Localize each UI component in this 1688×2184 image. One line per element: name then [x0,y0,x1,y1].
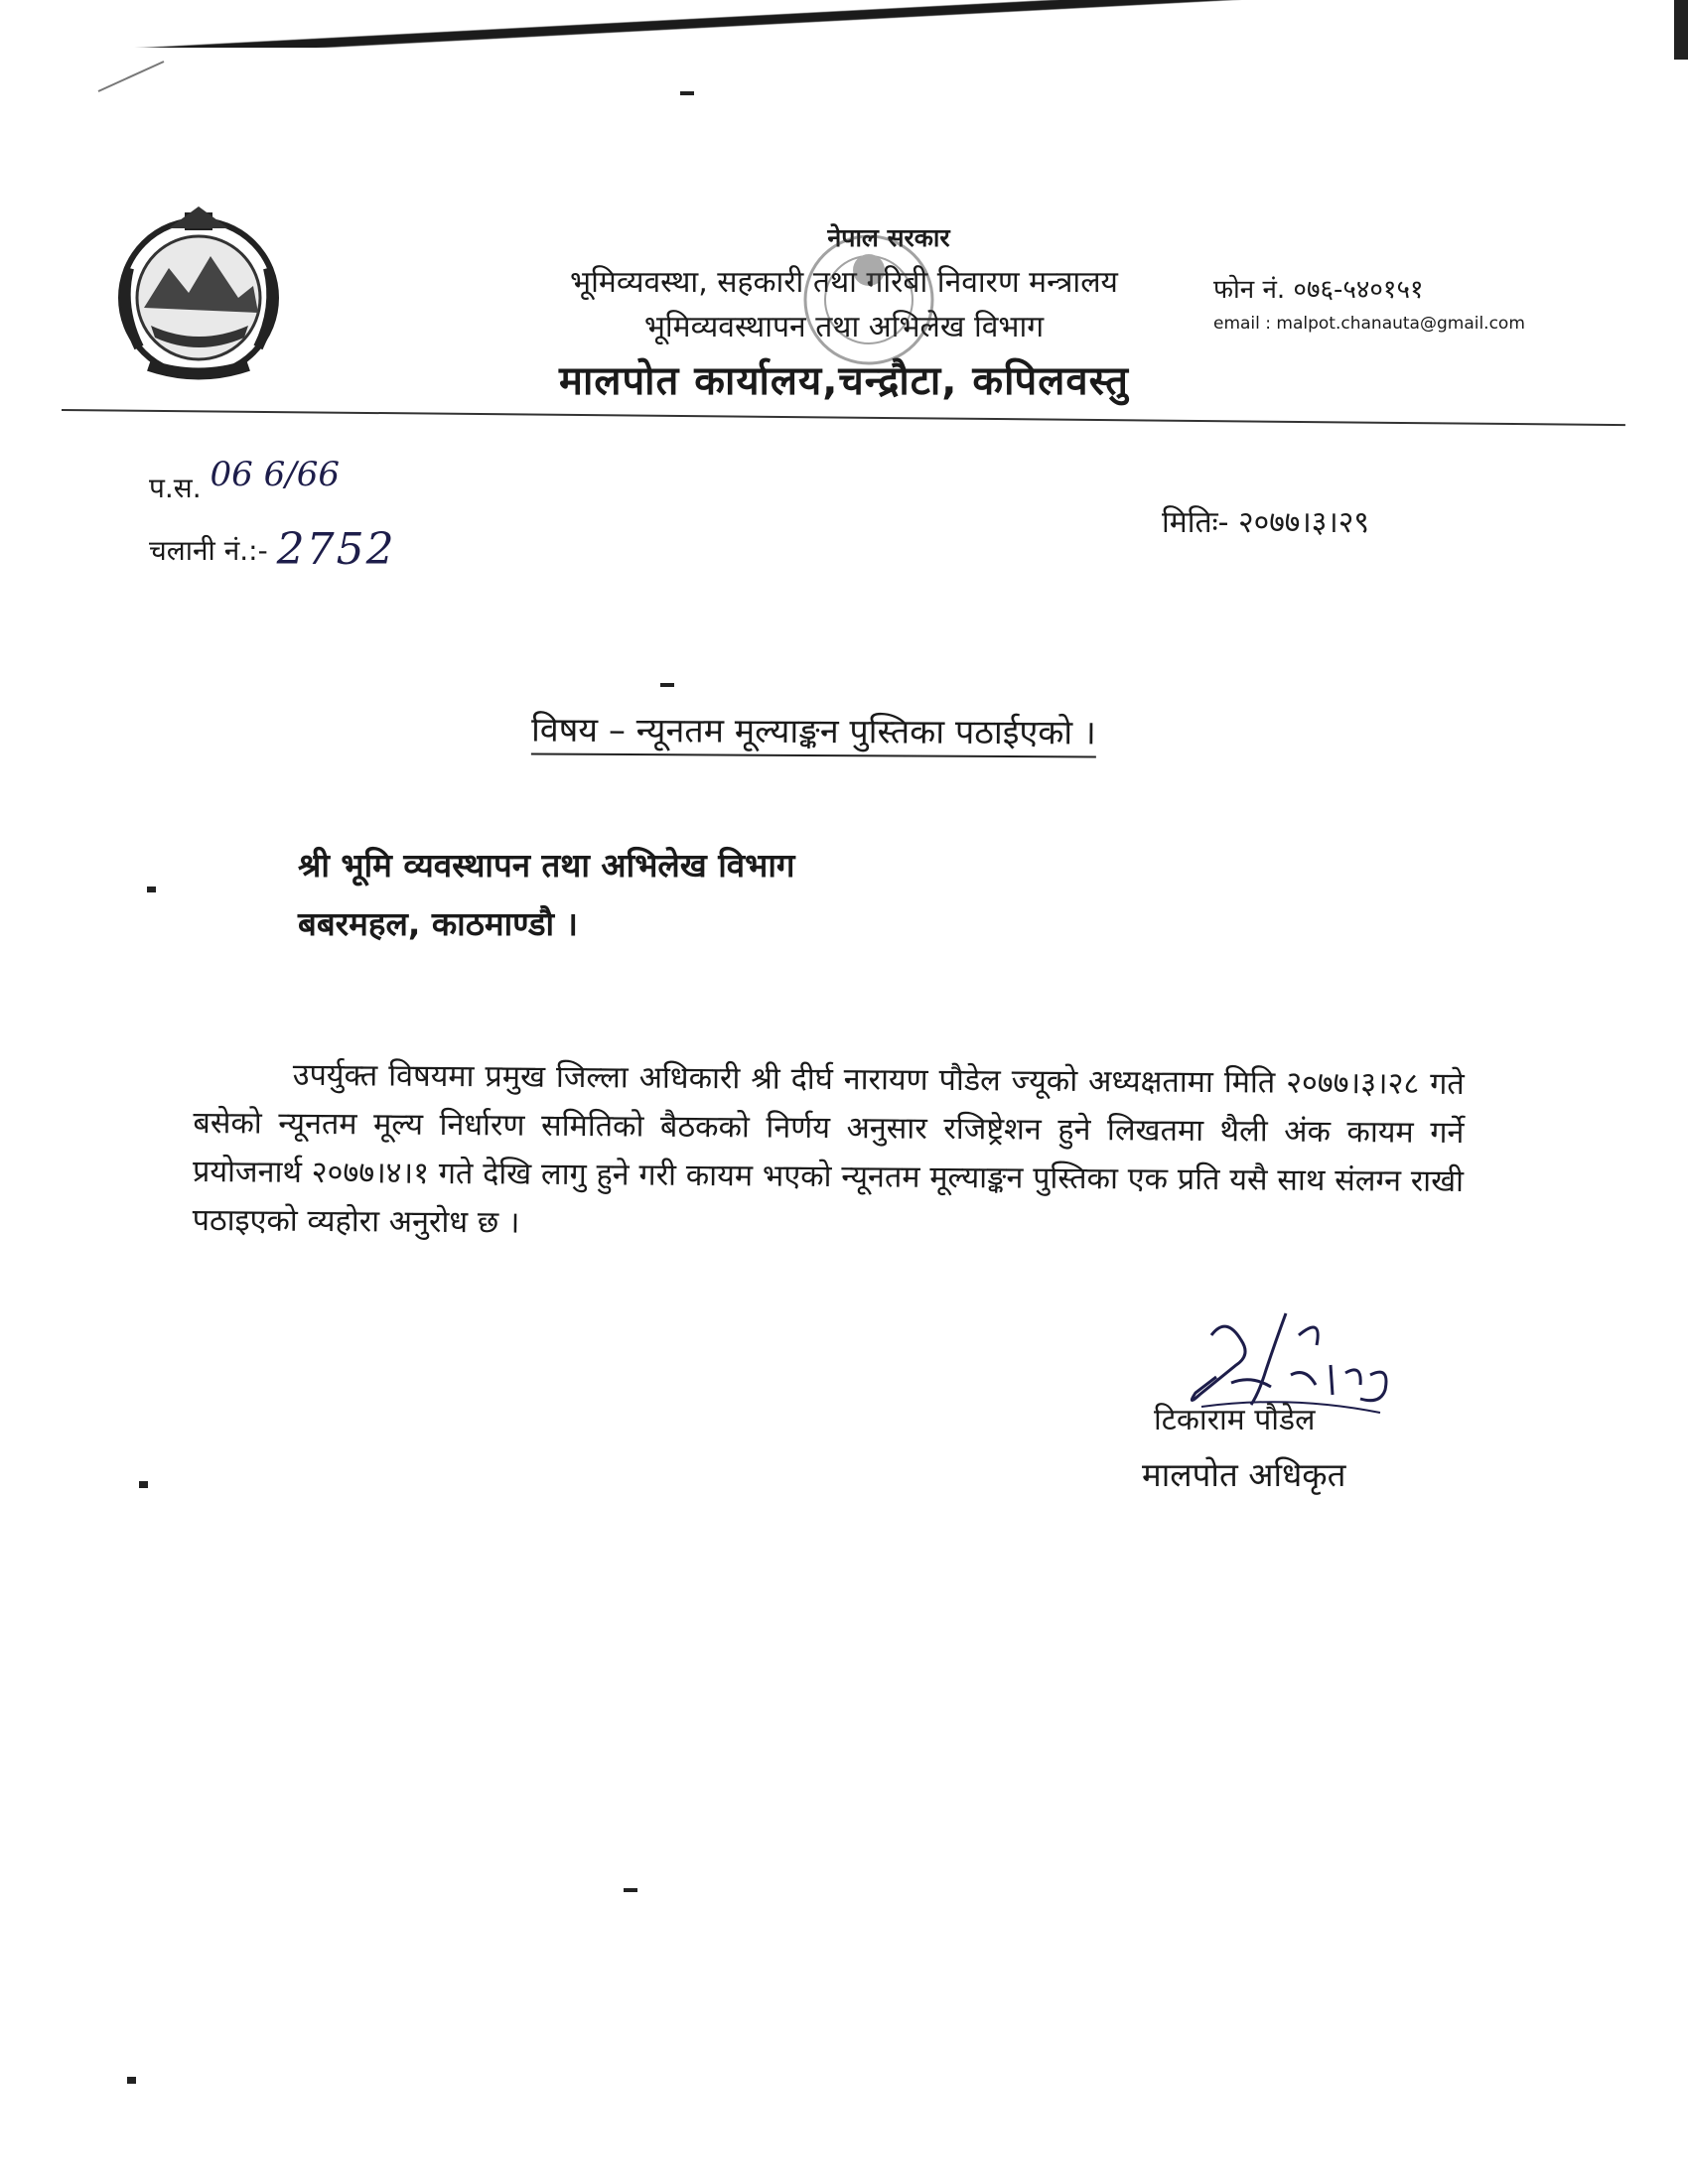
contact-info [1213,270,1525,334]
scan-speck [139,1481,148,1488]
scan-edge-right [1674,0,1688,60]
signatory-title: मालपोत अधिकृत [1142,1455,1346,1494]
letterhead-government: नेपाल सरकार [827,223,950,252]
nepal-emblem-icon [99,199,298,387]
scan-speck [660,683,674,687]
office-seal-stamp [799,230,938,369]
letter-subject: विषय – न्यूनतम मूल्याङ्कन पुस्तिका पठाईएको । [531,706,1096,758]
scan-pen-stroke [94,58,169,97]
letterhead-office: मालपोत कार्यालय,चन्द्रौटा, कपिलवस्तु [559,358,1129,404]
letterhead-divider [62,409,1625,426]
ps-label: प.स. [149,472,202,504]
chalani-row [149,520,396,574]
scan-edge-top [0,0,1688,48]
scan-speck [147,887,156,892]
ps-value-handwritten: 06 6/66 [210,455,340,494]
letterhead-ministry: भूमिव्यवस्था, सहकारी तथा गरिबी निवारण मन्त्रालय [570,265,1118,300]
chalani-label: चलानी नं.:- [149,534,268,567]
scan-speck [680,91,694,95]
letterhead-department: भूमिव्यवस्थापन तथा अभिलेख विभाग [643,310,1045,344]
contact-email: email : malpot.chanauta@gmail.com [1213,314,1525,334]
addressee-line-2: बबरमहल, काठमाण्डौ । [298,904,579,943]
addressee-block [298,842,794,959]
reference-block [149,455,396,575]
letter-date: मितिः- २०७७।३।२९ [1162,505,1369,540]
letter-body: उपर्युक्त विषयमा प्रमुख जिल्ला अधिकारी श्री दीर्घ नारायण पौडेल ज्यूको अध्यक्षतामा मिति २०७७।३।२८ गते बसेको न्यूनतम मूल्य निर्धारण समितिको बैठकको निर्णय अनुसार रजिष्ट्रेशन हुने लिखतमा थैली अंक कायम गर्ने प्रयोजनार्थ २०७७।४।१ गते देखि लागु हुने गरी कायम भएको न्यूनतम मूल्याङ्कन पुस्तिका एक प्रति यसै साथ संलग्न राखी पठाइएको व्यहोरा अनुरोध छ । [192,1057,1465,1241]
scan-speck [127,2077,136,2084]
contact-phone: फोन नं. ०७६-५४०१५१ [1213,275,1424,305]
ps-row [149,455,396,520]
chalani-value-handwritten: 2752 [276,524,396,575]
signatory-name: टिकाराम पौडेल [1154,1403,1316,1437]
scan-speck [624,1888,637,1892]
addressee-line-1: श्री भूमि व्यवस्थापन तथा अभिलेख विभाग [298,846,795,885]
